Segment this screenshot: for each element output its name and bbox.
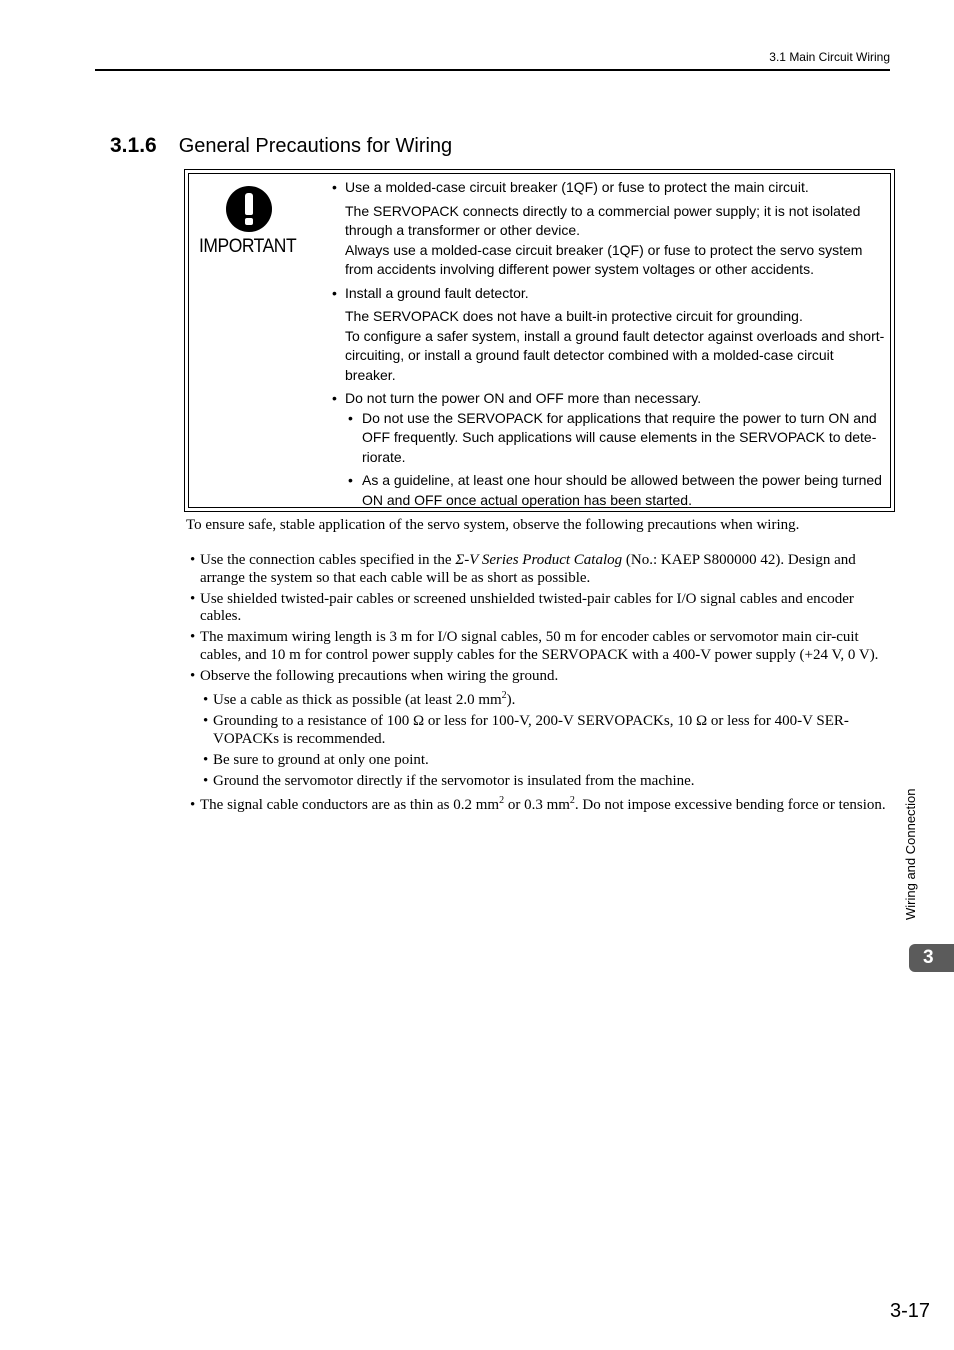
sub-list-item: • Ground the servomotor directly if the servomotor is insulated from the machine. <box>190 773 892 791</box>
important-text: Always use a molded-case circuit breaker (1QF) or fuse to protect the servo system from accidents involving different power system voltages or other accidents. <box>345 241 863 277</box>
running-header: 3.1 Main Circuit Wiring <box>769 50 890 64</box>
catalog-title: Σ-V Series Product Catalog <box>455 552 623 568</box>
important-subbullet: • Do not use the SERVOPACK for applications that require the power to turn ON and OFF frequently. Such applications will cause elements in the SERVOPACK to dete-riorate. <box>329 409 886 468</box>
important-subbullet: • As a guideline, at least one hour should be allowed between the power being turned ON and OFF once actual operation has been started. <box>329 471 886 510</box>
page-number: 3-17 <box>889 1300 930 1322</box>
important-text: The SERVOPACK connects directly to a commercial power supply; it is not isolated through a transformer or other device. <box>345 202 861 238</box>
section-number: 3.1.6 <box>110 134 157 157</box>
header-rule <box>95 69 890 71</box>
important-text: To configure a safer system, install a ground fault detector against overloads and short-circuiting, or install a ground fault detector combined with a molded-case circuit breaker. <box>345 327 885 383</box>
important-label: IMPORTANT <box>199 236 297 257</box>
intro-paragraph: To ensure safe, stable application of the servo system, observe the following precautions when wiring. <box>186 517 800 533</box>
important-bullet: • Use a molded-case circuit breaker (1QF) or fuse to protect the main circuit. <box>329 178 886 198</box>
sub-list-item: • Grounding to a resistance of 100 Ω or less for 100-V, 200-V SERVOPACKs, 10 Ω or less for 400-V SER-VOPACKs is recommended. <box>190 713 892 748</box>
list-item: • Use the connection cables specified in the Σ-V Series Product Catalog (No.: KAEP S800000 42). Design and arrange the system so that each cable will be as short as possible. <box>190 552 892 587</box>
list-item: • Use shielded twisted-pair cables or screened unshielded twisted-pair cables for I/O signal cables and encoder cables. <box>190 591 892 626</box>
important-badge <box>199 186 299 258</box>
important-bullet: • Install a ground fault detector. <box>329 284 886 304</box>
list-item: • The signal cable conductors are as thin as 0.2 $mm^2$ or 0.3 $mm^2$. Do not impose excessive bending force or tension. <box>190 797 892 815</box>
precautions-list <box>190 552 892 818</box>
important-bullet: • Do not turn the power ON and OFF more than necessary. <box>329 389 886 409</box>
section-title: General Precautions for Wiring <box>178 135 453 157</box>
sub-list-item: • Use a cable as thick as possible (at least 2.0 $mm^2$). <box>190 692 892 710</box>
important-content <box>329 178 886 510</box>
important-text: The SERVOPACK does not have a built-in protective circuit for grounding. <box>345 308 803 324</box>
important-box <box>184 169 895 512</box>
list-item: • Observe the following precautions when wiring the ground. <box>190 668 892 686</box>
chapter-side-label: Wiring and Connection <box>903 788 918 920</box>
section-heading <box>110 134 452 158</box>
exclamation-icon <box>226 186 272 232</box>
chapter-tab[interactable]: 3 <box>909 944 954 972</box>
ground-sublist <box>190 692 892 790</box>
sub-list-item: • Be sure to ground at only one point. <box>190 752 892 770</box>
list-item: • The maximum wiring length is 3 m for I/O signal cables, 50 m for encoder cables or servomotor main cir-cuit cables, and 10 m for control power supply cables for the SERVOPACK with a 400-V power supply (+24 V, 0 V). <box>190 629 892 664</box>
